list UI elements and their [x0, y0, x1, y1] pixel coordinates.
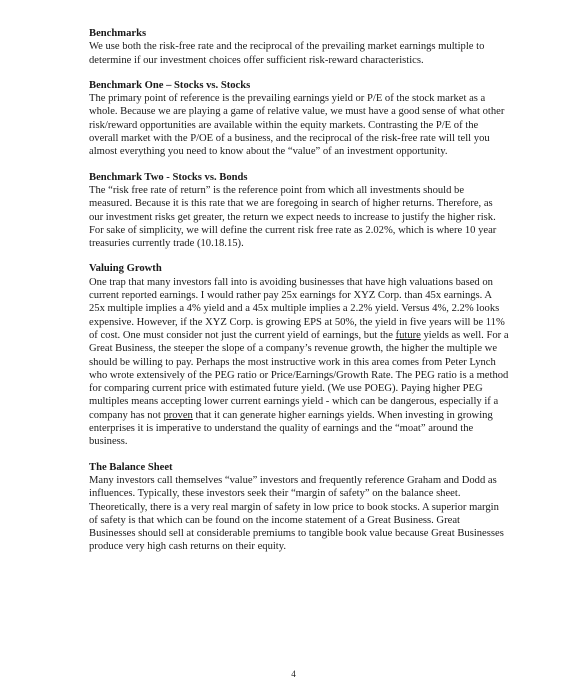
- section-balance-sheet: [89, 461, 509, 554]
- section-benchmark-two: [89, 171, 509, 251]
- page-number: 4: [291, 669, 296, 679]
- section-body: The “risk free rate of return” is the reference point from which all investments should be measured. Because it is this rate that we are foregoing in search of higher returns. Therefore, as our investment risks get greater, the return we expect needs to increase to justify the higher risk. For sake of simplicity, we will define the current risk free rate as 2.02%, which is where 10 year treasuries currently trade (10.18.15).: [89, 184, 497, 250]
- section-benchmark-one: [89, 79, 509, 159]
- section-body: [89, 276, 509, 449]
- section-heading: Benchmarks: [89, 28, 147, 39]
- underlined-word-proven: proven: [163, 409, 193, 421]
- section-valuing-growth: [89, 262, 509, 448]
- page-content: [89, 27, 509, 566]
- section-heading: The Balance Sheet: [89, 461, 173, 473]
- underlined-word-future: future: [395, 329, 421, 341]
- section-heading: Benchmark One – Stocks vs. Stocks: [89, 79, 251, 91]
- body-text: One trap that many investors fall into is avoiding businesses that have high valuations based on current reported earnings. I would rather pay 25x earnings for XYZ Corp. than 45x earnings. A 25x multiple implies a 4% yield and a 45x multiple implies a 2.2% yield. Versus 4%, 2.2% looks expensive. However, if the XYZ Corp. is growing EPS at 50%, the yield in five years will be 11% of cost. One must consider not just the current yield of earnings, but the: [89, 276, 505, 341]
- section-body: We use both the risk-free rate and the reciprocal of the prevailing market earnings multiple to determine if our investment choices offer sufficient risk-reward characteristics.: [89, 41, 485, 66]
- body-text: that it can generate higher earnings yields. When investing in growing enterprises it is imperative to understand the quality of earnings and the “moat” around the business.: [89, 409, 493, 448]
- section-heading: Benchmark Two - Stocks vs. Bonds: [89, 171, 248, 183]
- section-heading: Valuing Growth: [89, 263, 162, 275]
- section-benchmarks: [89, 27, 509, 67]
- section-body: Many investors call themselves “value” investors and frequently reference Graham and Dodd as influences. Typically, these investors seek their “margin of safety” on the balance sheet. Theoretically, there is a very real margin of safety in low price to book stocks. A superior margin of safety is that which can be found on the income statement of a Great Business. Great Businesses should sell at considerable premiums to tangible book value because Great Businesses produce very high cash returns on their equity.: [89, 474, 504, 553]
- section-body: The primary point of reference is the prevailing earnings yield or P/E of the stock market as a whole. Because we are playing a game of relative value, we must have a good sense of what other risk/reward opportunities are available within the equity markets. Contrasting the P/E of the overall market with the P/OE of a business, and the reciprocal of the risk-free rate will tell you almost everything you need to know about the “value” of an investment opportunity.: [89, 93, 505, 158]
- body-text: yields as well. For a Great Business, the steeper the slope of a company’s revenue growth, the higher the multiple we should be willing to pay. Perhaps the most instructive work in this area comes from Peter Lynch who wrote extensively of the PEG ratio or Price/Earnings/Growth Rate. The PEG ratio is a method for comparing current price with estimated future yield. (We use POEG). Paying higher PEG multiples means accepting lower current earnings yield - which can be dangerous, especially if a company has not: [89, 329, 509, 421]
